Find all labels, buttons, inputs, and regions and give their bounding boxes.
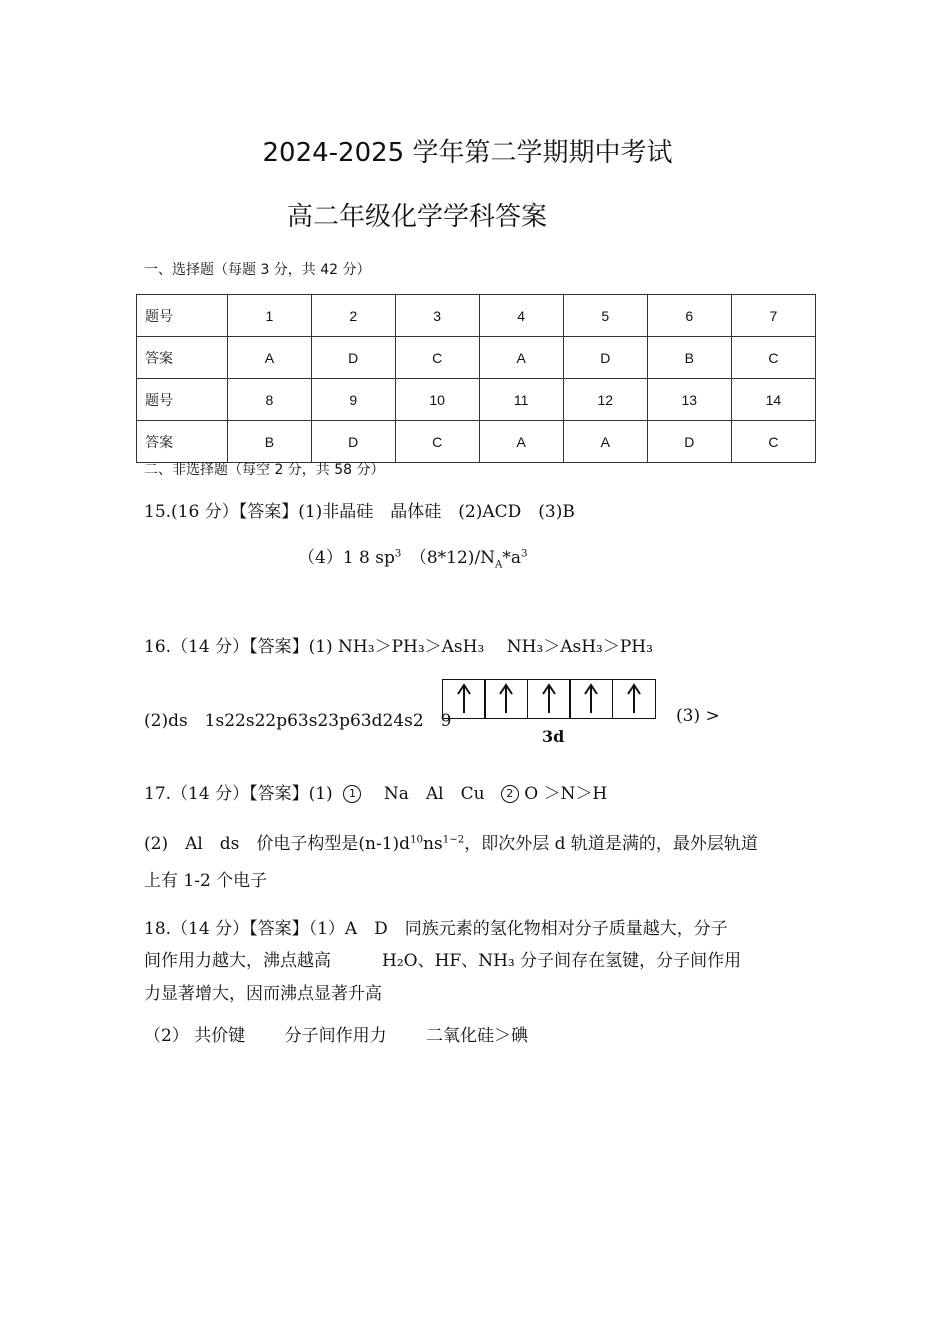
q17-text: 17.（14 分）【答案】(1): [144, 784, 333, 804]
table-cell: 10: [395, 379, 479, 421]
orbital-box: [527, 679, 571, 719]
table-cell: A: [479, 337, 563, 379]
table-cell: C: [395, 421, 479, 463]
q15-sup: 3: [394, 548, 402, 560]
q18-line3: 力显著增大，因而沸点显著升高: [144, 984, 382, 1004]
up-arrow-icon: [583, 683, 599, 715]
orbital-box: [442, 679, 486, 719]
table-cell: 4: [479, 295, 563, 337]
table-cell: A: [563, 421, 647, 463]
q15-sub: A: [495, 559, 503, 571]
table-row: [137, 379, 816, 421]
table-cell: 6: [647, 295, 731, 337]
up-arrow-icon: [456, 683, 472, 715]
table-cell: C: [731, 421, 815, 463]
q16-line2: (2)ds 1s22s22p63s23p63d24s2 9: [144, 711, 452, 731]
circled-number: 1: [343, 785, 361, 803]
table-cell: 8: [228, 379, 312, 421]
table-cell: 13: [647, 379, 731, 421]
table-cell: D: [311, 421, 395, 463]
table-cell: 14: [731, 379, 815, 421]
table-cell-head: 题号: [137, 379, 228, 421]
q15-text: （4）1 8 sp: [298, 548, 395, 568]
table-cell-head: 答案: [137, 421, 228, 463]
table-cell: B: [647, 337, 731, 379]
table-cell: 1: [228, 295, 312, 337]
q17-sup: 10: [410, 834, 424, 846]
table-row: [137, 337, 816, 379]
q17-text: Na Al Cu: [366, 784, 485, 804]
orbital-box: [484, 679, 528, 719]
section-heading-choice: 一、选择题（每题 3 分，共 42 分）: [144, 262, 371, 278]
q18-line4: （2） 共价键 分子间作用力 二氧化硅＞碘: [144, 1026, 529, 1046]
table-cell: A: [479, 421, 563, 463]
table-cell: 9: [311, 379, 395, 421]
up-arrow-icon: [626, 683, 642, 715]
q16-line1: 16.（14 分）【答案】(1) NH₃＞PH₃＞AsH₃ NH₃＞AsH₃＞PH₃: [144, 637, 653, 657]
q15-line2: [298, 543, 528, 570]
table-cell: A: [228, 337, 312, 379]
answer-table: [136, 294, 816, 463]
table-cell: 7: [731, 295, 815, 337]
table-cell: 11: [479, 379, 563, 421]
q15-line1: 15.(16 分）【答案】(1)非晶硅 晶体硅 (2)ACD (3)B: [144, 502, 575, 522]
table-cell-head: 答案: [137, 337, 228, 379]
section-heading-nonchoice: 二、非选择题（每空 2 分，共 58 分）: [144, 462, 385, 478]
q15-text: （8*12)/N: [401, 548, 496, 568]
table-cell: B: [228, 421, 312, 463]
table-cell: C: [395, 337, 479, 379]
page-title: 2024-2025 学年第二学期期中考试: [262, 138, 673, 168]
q17-text: ns: [423, 834, 443, 854]
q17-line3: 上有 1-2 个电子: [144, 871, 268, 891]
table-cell: D: [311, 337, 395, 379]
circled-number: 2: [501, 785, 519, 803]
up-arrow-icon: [498, 683, 514, 715]
table-cell: 5: [563, 295, 647, 337]
q17-sup: 1~2: [442, 834, 465, 846]
q17-line2: [144, 829, 758, 854]
up-arrow-icon: [541, 683, 557, 715]
q17-line1: [144, 779, 607, 804]
q17-text: (2) Al ds 价电子构型是(n-1)d: [144, 834, 411, 854]
table-row: [137, 421, 816, 463]
orbital-box: [569, 679, 613, 719]
q15-text: *a: [502, 548, 522, 568]
table-cell-head: 题号: [137, 295, 228, 337]
table-cell: C: [731, 337, 815, 379]
page-subtitle: 高二年级化学学科答案: [287, 202, 548, 232]
q17-text: O ＞N＞H: [524, 784, 608, 804]
orbital-label: 3d: [542, 727, 565, 746]
table-cell: D: [647, 421, 731, 463]
orbital-box: [612, 679, 656, 719]
q15-sup: 3: [521, 548, 528, 560]
q18-line1: 18.（14 分）【答案】（1）A D 同族元素的氢化物相对分子质量越大，分子: [144, 919, 728, 939]
table-row: [137, 295, 816, 337]
table-cell: 2: [311, 295, 395, 337]
table-cell: D: [563, 337, 647, 379]
q18-line2: 间作用力越大，沸点越高 H₂O、HF、NH₃ 分子间存在氢键，分子间作用: [144, 951, 742, 971]
table-cell: 12: [563, 379, 647, 421]
q17-text: ，即次外层 d 轨道是满的，最外层轨道: [464, 834, 758, 854]
orbital-diagram-3d: [443, 679, 656, 719]
q16-part3: (3) >: [676, 706, 720, 726]
table-cell: 3: [395, 295, 479, 337]
